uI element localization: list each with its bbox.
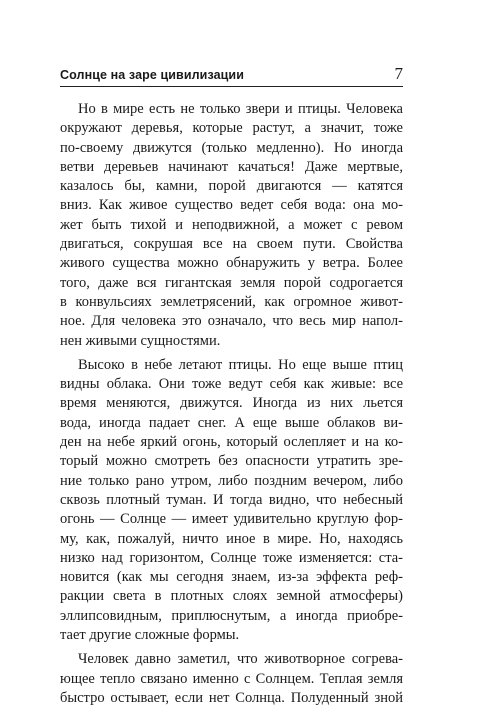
text-line: ветви деревьев начинают качаться! Даже мертвые, <box>60 158 403 175</box>
text-line: огонь — Солнце — имеет удивительно круглую фор- <box>60 511 403 528</box>
text-line: жет быть тихой и неподвижной, а может с ревом <box>60 216 403 233</box>
text-line: видны облака. Они тоже ведут себя как живые: все <box>60 376 403 393</box>
text-line: того, даже вся гигантская земля порой содрогается <box>60 274 403 291</box>
paragraph <box>60 650 403 708</box>
text-line: низко над горизонтом, Солнце тоже изменяется: ста- <box>60 549 403 566</box>
paragraph <box>60 100 403 351</box>
text-line: сквозь плотный туман. И тогда видно, что небесный <box>60 491 403 508</box>
text-line: эллипсовидным, приплюснутым, а иногда приобре- <box>60 607 403 624</box>
text-line: казалось бы, камни, порой двигаются — катятся <box>60 178 403 195</box>
text-line: ющее тепло связано именно с Солнцем. Теплая земля <box>60 670 403 687</box>
text-line: вода, иногда падает снег. А еще выше облаков ви- <box>60 414 403 431</box>
text-line: быстро остывает, если нет Солнца. Полуденный зной <box>60 689 403 706</box>
text-line: тает другие сложные формы. <box>60 627 240 644</box>
text-line: живого существа можно обнаружить у ветра. Более <box>60 255 403 272</box>
running-header <box>60 62 403 87</box>
text-line: Высоко в небе летают птицы. Но еще выше птиц <box>78 356 403 373</box>
chapter-title: Солнце на заре цивилизации <box>60 68 245 82</box>
text-line: му, как, пожалуй, ничто иное в мире. Но, находясь <box>60 530 403 547</box>
body-text <box>60 100 403 708</box>
text-line: окружают деревья, которые растут, а значит, тоже <box>60 120 403 137</box>
text-line: двигаться, сокрушая все на своем пути. Свойства <box>60 236 403 253</box>
text-line: Человек давно заметил, что животворное согрева- <box>78 651 403 668</box>
text-line: вниз. Как живое существо ведет себя вода: она мо- <box>60 197 403 214</box>
text-line: ден на небе яркий огонь, который ослепляет и на ко- <box>60 434 403 451</box>
text-line: новится (как мы сегодня знаем, из-за эффекта реф- <box>60 569 403 586</box>
text-line: по-своему движутся (только медленно). Но иногда <box>60 139 403 156</box>
text-line: в конвульсиях землетрясений, как огромное живот- <box>60 293 403 310</box>
paragraph <box>60 356 403 645</box>
text-line: ракции света в плотных слоях земной атмосферы) <box>60 588 403 605</box>
text-line: нен живыми сущностями. <box>60 332 221 349</box>
text-line: торый можно смотреть без опасности утратить зре- <box>60 453 403 470</box>
text-line: ние только рано утром, либо поздним вечером, либо <box>60 472 403 489</box>
text-line: ное. Для человека это означало, что весь мир напол- <box>60 313 403 330</box>
page-number: 7 <box>394 64 403 83</box>
text-line: время меняются, движутся. Иногда из них льется <box>60 395 403 412</box>
text-line: Но в мире есть не только звери и птицы. Человека <box>78 101 403 117</box>
